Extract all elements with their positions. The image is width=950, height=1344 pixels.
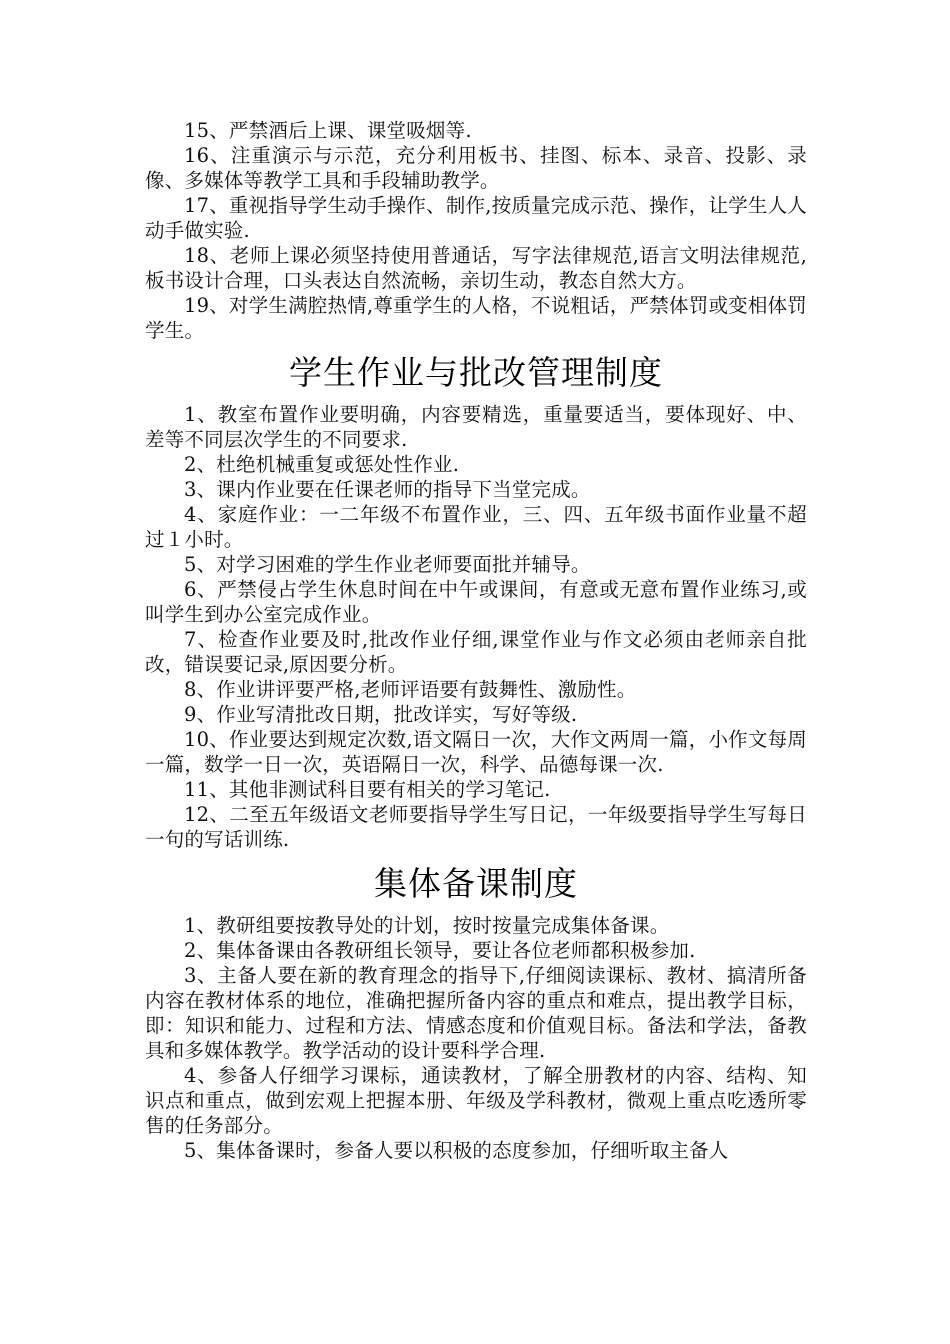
section-collective-lesson-prep xyxy=(145,862,807,1163)
paragraph-item: 6、严禁侵占学生休息时间在中午或课间，有意或无意布置作业练习,或叫学生到办公室完成作业。 xyxy=(145,578,807,626)
section-homework-management xyxy=(145,351,807,852)
paragraph-item: 2、集体备课由各教研组长领导，要让各位老师都积极参加. xyxy=(184,939,696,962)
paragraph-item: 19、对学生满腔热情,尊重学生的人格，不说粗话，严禁体罚或变相体罚学生。 xyxy=(145,294,807,342)
paragraph-item: 5、集体备课时，参备人要以积极的态度参加，仔细听取主备人 xyxy=(184,1139,729,1162)
paragraph-item: 12、二至五年级语文老师要指导学生写日记，一年级要指导学生写每日一句的写话训练. xyxy=(145,803,807,851)
paragraph-item: 11、其他非测试科目要有相关的学习笔记. xyxy=(184,778,551,801)
section-teaching-rules xyxy=(145,118,807,343)
paragraph-item: 4、参备人仔细学习课标，通读教材，了解全册教材的内容、结构、知识点和重点，做到宏观上把握本册、年级及学科教材，微观上重点吃透所零售的任务部分。 xyxy=(145,1064,807,1137)
paragraph-item: 3、课内作业要在任课老师的指导下当堂完成。 xyxy=(184,478,591,501)
paragraph-item: 2、杜绝机械重复或惩处性作业. xyxy=(184,453,460,476)
paragraph-item: 5、对学习困难的学生作业老师要面批并辅导。 xyxy=(184,553,591,576)
paragraph-item: 10、作业要达到规定次数,语文隔日一次，大作文两周一篇，小作文每周一篇，数学一日一次，英语隔日一次，科学、品德每课一次. xyxy=(145,728,807,776)
section-heading: 学生作业与批改管理制度 xyxy=(289,353,663,392)
paragraph-item: 1、教研组要按教导处的计划，按时按量完成集体备课。 xyxy=(184,914,670,937)
paragraph-item: 16、注重演示与示范，充分利用板书、挂图、标本、录音、投影、录像、多媒体等教学工具和手段辅助教学。 xyxy=(145,144,807,192)
paragraph-item: 18、老师上课必须坚持使用普通话，写字法律规范,语言文明法律规范,板书设计合理，口头表达自然流畅，亲切生动，教态自然大方。 xyxy=(145,244,807,292)
paragraph-item: 17、重视指导学生动手操作、制作,按质量完成示范、操作，让学生人人动手做实验. xyxy=(145,194,807,242)
document-body xyxy=(145,118,807,1163)
paragraph-item: 3、主备人要在新的教育理念的指导下,仔细阅读课标、教材、搞清所备内容在教材体系的地位，准确把握所备内容的重点和难点，提出教学目标，即：知识和能力、过程和方法、情感态度和价值观目标。备法和学法，备教具和多媒体教学。教学活动的设计要科学合理. xyxy=(145,964,807,1062)
paragraph-item: 15、严禁酒后上课、课堂吸烟等. xyxy=(184,119,472,142)
paragraph-item: 7、检查作业要及时,批改作业仔细,课堂作业与作文必须由老师亲自批改，错误要记录,原因要分析。 xyxy=(145,628,807,676)
paragraph-item: 8、作业讲评要严格,老师评语要有鼓舞性、激励性。 xyxy=(184,678,637,701)
paragraph-item: 9、作业写清批改日期，批改详实，写好等级. xyxy=(184,703,578,726)
section-heading: 集体备课制度 xyxy=(374,864,578,903)
paragraph-item: 1、教室布置作业要明确，内容要精选，重量要适当，要体现好、中、差等不同层次学生的不同要求. xyxy=(145,403,807,451)
paragraph-item: 4、家庭作业：一二年级不布置作业，三、四、五年级书面作业量不超过１小时。 xyxy=(145,503,807,551)
